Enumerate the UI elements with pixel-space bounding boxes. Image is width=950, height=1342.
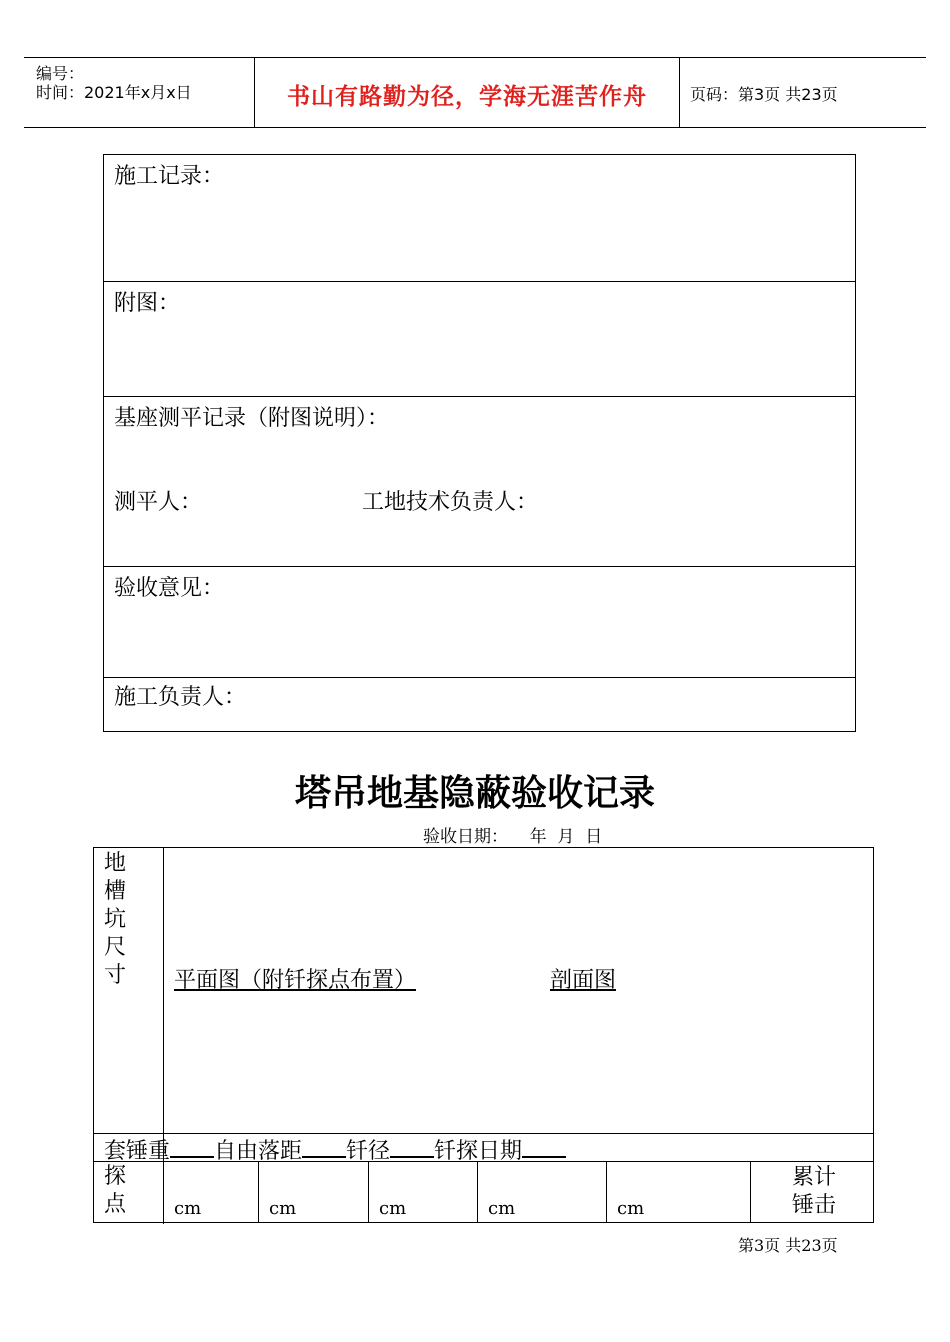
hammer-weight-blank bbox=[170, 1138, 214, 1158]
pit-size-label: 地槽坑尺寸 bbox=[104, 851, 127, 988]
unit-cm: cm bbox=[269, 1198, 297, 1219]
motto: 书山有路勤为径，学海无涯苦作舟 bbox=[287, 84, 647, 110]
page-info: 页码：第3页 共23页 bbox=[690, 85, 838, 104]
probe-point-label: 探点 bbox=[104, 1164, 127, 1217]
probe-date-blank bbox=[522, 1138, 566, 1158]
unit-cm: cm bbox=[174, 1198, 202, 1219]
column-divider bbox=[163, 848, 164, 1224]
leveler-label: 测平人： bbox=[114, 490, 203, 515]
page-header bbox=[24, 57, 926, 128]
header-meta-cell bbox=[24, 58, 255, 127]
section-view-label: 剖面图 bbox=[550, 968, 617, 993]
attached-drawing-row bbox=[104, 282, 855, 397]
acceptance-opinion-label: 验收意见： bbox=[114, 576, 225, 601]
header-motto-cell bbox=[255, 58, 680, 127]
free-fall-blank bbox=[302, 1138, 346, 1158]
number-label: 编号： bbox=[36, 64, 85, 83]
unit-cm: cm bbox=[379, 1198, 407, 1219]
column-divider bbox=[258, 1161, 259, 1223]
cumulative-blows-label: 累计锤击 bbox=[791, 1165, 836, 1218]
page-footer: 第3页 共23页 bbox=[738, 1236, 838, 1255]
acceptance-opinion-row bbox=[104, 567, 855, 678]
free-fall-label: 自由落距 bbox=[214, 1139, 303, 1164]
base-leveling-label: 基座测平记录（附图说明）： bbox=[114, 406, 390, 431]
attached-drawing-label: 附图： bbox=[114, 291, 181, 316]
construction-record-row bbox=[104, 155, 855, 282]
record-table bbox=[103, 154, 856, 732]
probe-date-label: 钎探日期 bbox=[434, 1139, 523, 1164]
page-title: 塔吊地基隐蔽验收记录 bbox=[294, 773, 655, 814]
probe-parameters bbox=[104, 1134, 566, 1165]
column-divider bbox=[477, 1161, 478, 1223]
rod-diameter-label: 钎径 bbox=[346, 1139, 391, 1164]
hammer-weight-label: 套锤重 bbox=[104, 1139, 171, 1164]
construction-lead-row bbox=[104, 678, 855, 733]
inspection-table bbox=[93, 847, 874, 1223]
header-page-cell bbox=[680, 58, 926, 127]
column-divider bbox=[750, 1161, 751, 1223]
column-divider bbox=[368, 1161, 369, 1223]
acceptance-date-line: 验收日期： 年 月 日 bbox=[423, 827, 603, 847]
construction-lead-label: 施工负责人： bbox=[114, 685, 247, 710]
construction-record-label: 施工记录： bbox=[114, 164, 225, 189]
site-tech-lead-label: 工地技术负责人： bbox=[362, 490, 539, 515]
unit-cm: cm bbox=[488, 1198, 516, 1219]
plan-view-label: 平面图（附钎探点布置） bbox=[174, 968, 417, 993]
time-label: 时间：2021年x月x日 bbox=[36, 83, 192, 102]
unit-cm: cm bbox=[617, 1198, 645, 1219]
column-divider bbox=[606, 1161, 607, 1223]
base-leveling-row bbox=[104, 397, 855, 567]
rod-diameter-blank bbox=[390, 1138, 434, 1158]
